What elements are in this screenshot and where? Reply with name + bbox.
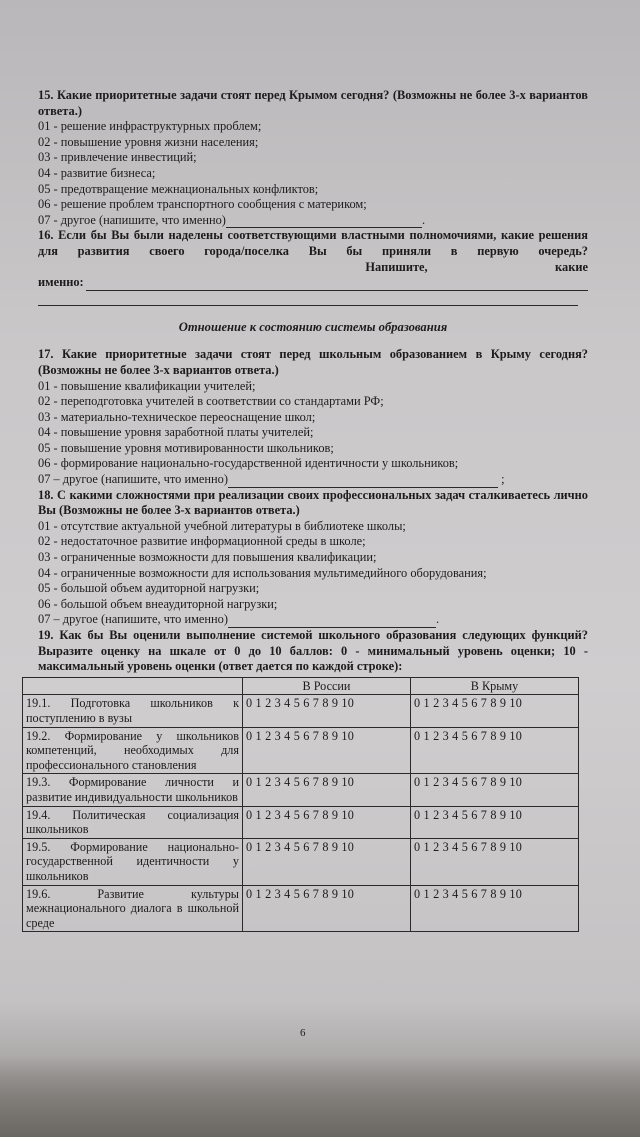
q15-option-07: 07 - другое (напишите, что именно) .: [38, 212, 426, 227]
header-crimea: В Крыму: [411, 677, 579, 695]
table-row: [23, 806, 579, 838]
q16-prompt-which: какие: [555, 259, 588, 274]
scale-crimea[interactable]: 0 1 2 3 4 5 6 7 8 9 10: [411, 885, 579, 932]
header-empty-cell: [23, 677, 243, 695]
q16-prompt-row: [38, 260, 588, 276]
scale-crimea[interactable]: 0 1 2 3 4 5 6 7 8 9 10: [411, 806, 579, 838]
q16-answer-line-1[interactable]: [86, 278, 588, 291]
q15-option-01: 01 - решение инфраструктурных проблем;: [38, 119, 262, 134]
row-label: 19.2. Формирование у школьников компетенций, необходимых для профессионального становления: [23, 727, 243, 774]
q18-option-04: 04 - ограниченные возможности для использования мультимедийного оборудования;: [38, 565, 487, 580]
q17-option-02: 02 - переподготовка учителей в соответствии со стандартами РФ;: [38, 394, 384, 409]
table-row: [23, 885, 579, 932]
header-russia: В России: [243, 677, 411, 695]
q15-option-02: 02 - повышение уровня жизни населения;: [38, 134, 259, 149]
q16-prompt-exactly: именно:: [38, 275, 84, 290]
table-row: [23, 774, 579, 806]
q18-option-03: 03 - ограниченные возможности для повышения квалификации;: [38, 550, 377, 565]
scale-crimea[interactable]: 0 1 2 3 4 5 6 7 8 9 10: [411, 695, 579, 727]
row-label: 19.4. Политическая социализация школьников: [23, 806, 243, 838]
q18-option-06: 06 - большой объем внеаудиторной нагрузки;: [38, 596, 278, 611]
q17-option-01: 01 - повышение квалификации учителей;: [38, 378, 256, 393]
q15-option-07-label: 07 - другое (напишите, что именно): [38, 212, 226, 227]
q17-option-07-label: 07 – другое (напишите, что именно): [38, 472, 228, 487]
q15-option-06: 06 - решение проблем транспортного сообщения с материком;: [38, 197, 367, 212]
q17-end-mark: ;: [501, 472, 505, 487]
q17-option-07: [38, 472, 588, 488]
q15-option-05: 05 - предотвращение межнациональных конфликтов;: [38, 181, 319, 196]
scale-russia[interactable]: 0 1 2 3 4 5 6 7 8 9 10: [243, 727, 411, 774]
q17-option-04: 04 - повышение уровня заработной платы учителей;: [38, 425, 314, 440]
q17-other-answer-line[interactable]: [228, 475, 498, 488]
q16-answer-row: [38, 275, 588, 291]
q17-option-06: 06 - формирование национально-государственной идентичности у школьников;: [38, 456, 459, 471]
section-title: Отношение к состоянию системы образования: [178, 319, 448, 334]
q18-option-01: 01 - отсутствие актуальной учебной литературы в библиотеке школы;: [38, 518, 406, 533]
q17-option-03: 03 - материально-техническое переоснащение школ;: [38, 409, 316, 424]
scale-russia[interactable]: 0 1 2 3 4 5 6 7 8 9 10: [243, 806, 411, 838]
q18-option-02: 02 - недостаточное развитие информационной среды в школе;: [38, 534, 366, 549]
q15-option-03: 03 - привлечение инвестиций;: [38, 150, 197, 165]
q18-option-07-label: 07 – другое (напишите, что именно): [38, 612, 228, 627]
q18-option-05: 05 - большой объем аудиторной нагрузки;: [38, 581, 260, 596]
rating-table: [22, 677, 579, 933]
rating-table-header: [23, 677, 579, 695]
page-shadow: [0, 1055, 640, 1137]
scale-russia[interactable]: 0 1 2 3 4 5 6 7 8 9 10: [243, 695, 411, 727]
q16-answer-line-2[interactable]: [38, 291, 578, 306]
scale-russia[interactable]: 0 1 2 3 4 5 6 7 8 9 10: [243, 838, 411, 885]
q18-option-07: [38, 612, 588, 628]
row-label: 19.1. Подготовка школьников к поступлению в вузы: [23, 695, 243, 727]
row-label: 19.5. Формирование национально-государственной идентичности у школьников: [23, 838, 243, 885]
questionnaire-body: [26, 88, 588, 932]
scale-crimea[interactable]: 0 1 2 3 4 5 6 7 8 9 10: [411, 838, 579, 885]
question-17-title: 17. Какие приоритетные задачи стоят перед школьным образованием в Крыму сегодня? (Возможны не более 3-х вариантов ответа.): [38, 347, 588, 377]
scale-crimea[interactable]: 0 1 2 3 4 5 6 7 8 9 10: [411, 727, 579, 774]
scale-russia[interactable]: 0 1 2 3 4 5 6 7 8 9 10: [243, 885, 411, 932]
table-row: [23, 727, 579, 774]
row-label: 19.3. Формирование личности и развитие индивидуальности школьников: [23, 774, 243, 806]
question-19-title: 19. Как бы Вы оценили выполнение системой школьного образования следующих функций? Выразите оценку на шкале от 0 до 10 баллов: 0 - минимальный уровень оценки; 10 - максимальный уровень оценки (ответ дается по каждой строке):: [38, 628, 588, 674]
q15-other-answer-line[interactable]: [226, 215, 422, 228]
q15-option-04: 04 - развитие бизнеса;: [38, 165, 156, 180]
q17-option-05: 05 - повышение уровня мотивированности школьников;: [38, 440, 334, 455]
page-number: 6: [300, 1027, 306, 1039]
question-15-title: 15. Какие приоритетные задачи стоят перед Крымом сегодня? (Возможны не более 3-х вариантов ответа.): [38, 88, 588, 118]
table-row: [23, 695, 579, 727]
q16-prompt-spacer: [38, 260, 238, 276]
scale-russia[interactable]: 0 1 2 3 4 5 6 7 8 9 10: [243, 774, 411, 806]
scale-crimea[interactable]: 0 1 2 3 4 5 6 7 8 9 10: [411, 774, 579, 806]
question-16-title: 16. Если бы Вы были наделены соответствующими властными полномочиями, какие решения для развития своего города/поселка Вы бы приняли в первую очередь?: [38, 228, 588, 258]
q18-other-answer-line[interactable]: [228, 615, 436, 628]
q18-end-mark: .: [436, 612, 440, 627]
row-label: 19.6. Развитие культуры межнационального диалога в школьной среде: [23, 885, 243, 932]
question-18-title: 18. С какими сложностями при реализации своих профессиональных задач сталкиваетесь лично Вы (Возможны не более 3-х вариантов ответа.): [38, 487, 588, 518]
table-row: [23, 838, 579, 885]
q16-prompt-write: Напишите,: [365, 259, 428, 274]
